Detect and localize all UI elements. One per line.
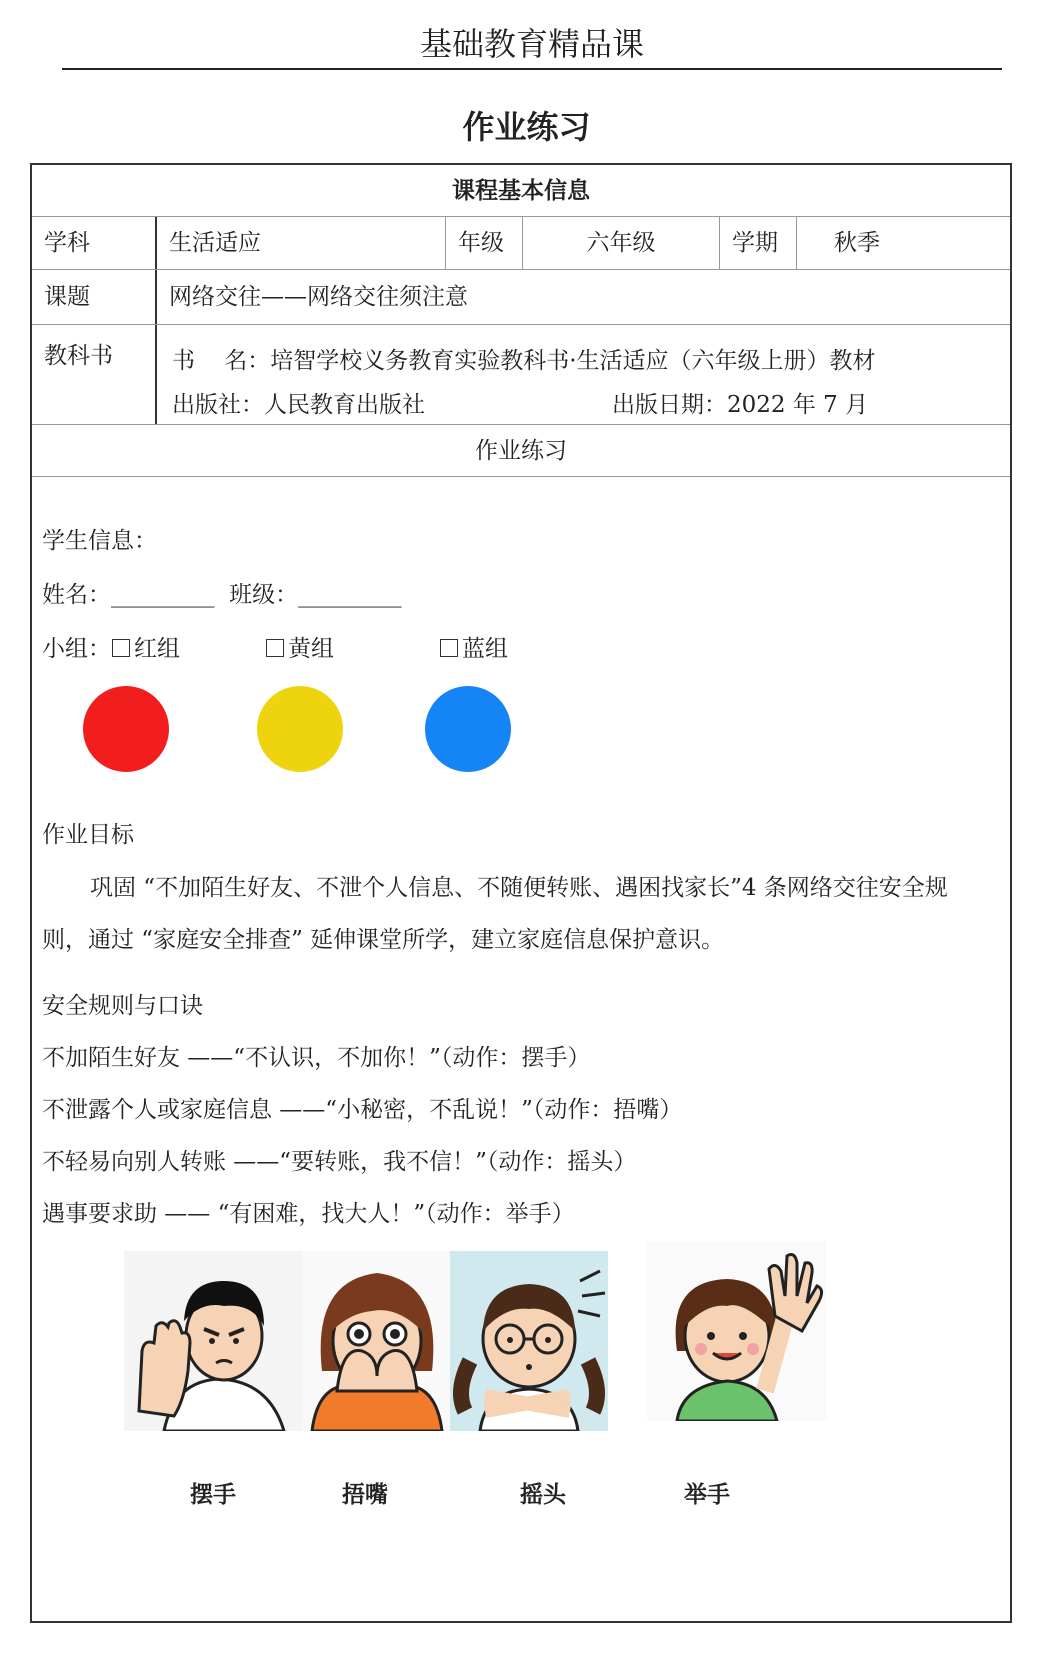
red-group-label: 红组 [134,636,180,662]
publish-date-line: 出版日期：2022 年 7 月 [612,392,869,418]
yellow-group-checkbox[interactable] [266,639,284,657]
action-label-raise-hand: 举手 [684,1482,730,1508]
name-field [42,576,402,609]
textbook-label: 教科书 [32,325,157,424]
grade-label: 年级 [446,217,523,269]
student-info-heading: 学生信息： [42,528,157,554]
class-blank[interactable]: _________ [298,582,402,608]
rule-item: 不泄露个人或家庭信息 ——“小秘密，不乱说！”（动作：捂嘴） [42,1097,683,1123]
grade-value: 六年级 [523,217,720,269]
info-caption-row [32,165,1010,217]
blue-group-label: 蓝组 [462,636,508,662]
topic-value: 网络交往——网络交往须注意 [169,284,468,310]
term-label: 学期 [720,217,797,269]
topic-row [32,270,1010,325]
boy-waving-hand-icon [124,1251,304,1431]
textbook-row [32,325,1010,425]
name-blank[interactable]: _________ [111,582,215,608]
document-title: 作业练习 [462,108,591,146]
rule-item: 遇事要求助 —— “有困难，找大人！”（动作：举手） [42,1201,575,1227]
subject-label: 学科 [32,217,157,269]
term-value: 秋季 [834,230,880,256]
section-header-row [32,425,1010,477]
group-option-red[interactable] [112,630,180,663]
yellow-circle-icon [257,686,343,772]
blue-circle-icon [425,686,511,772]
red-circle-icon [83,686,169,772]
girl-covering-mouth-icon [302,1251,452,1431]
rules-heading: 安全规则与口诀 [42,993,203,1019]
subject-row [32,217,1010,270]
info-caption: 课程基本信息 [452,177,590,204]
header-title: 基础教育精品课 [419,25,644,63]
goal-line-2: 则，通过 “家庭安全排查” 延伸课堂所学，建立家庭信息保护意识。 [42,927,725,953]
group-label: 小组： [42,636,111,662]
page-header [62,20,1002,70]
rule-item: 不轻易向别人转账 ——“要转账，我不信！”（动作：摇头） [42,1149,637,1175]
name-label: 姓名： [42,582,111,608]
action-label-cover-mouth: 捂嘴 [342,1482,388,1508]
subject-value: 生活适应 [157,217,446,269]
section-header: 作业练习 [475,438,567,464]
red-group-checkbox[interactable] [112,639,130,657]
topic-label: 课题 [32,270,157,324]
goal-heading: 作业目标 [42,822,134,848]
blue-group-checkbox[interactable] [440,639,458,657]
girl-raising-hand-icon [647,1241,827,1421]
yellow-group-label: 黄组 [288,636,334,662]
goal-line-1: 巩固 “不加陌生好友、不泄个人信息、不随便转账、遇困找家长”4 条网络交往安全规 [90,875,948,901]
action-label-shake-head: 摇头 [520,1482,566,1508]
group-option-yellow[interactable] [266,630,334,663]
group-option-blue[interactable] [440,630,508,663]
class-label: 班级： [229,582,299,608]
book-name-line: 书 名：培智学校义务教育实验教科书·生活适应（六年级上册）教材 [172,348,876,374]
rule-item: 不加陌生好友 ——“不认识，不加你！”（动作：摆手） [42,1045,591,1071]
girl-shaking-head-icon [450,1251,608,1431]
publisher-line: 出版社：人民教育出版社 [172,392,425,418]
action-label-wave: 摆手 [190,1482,236,1508]
